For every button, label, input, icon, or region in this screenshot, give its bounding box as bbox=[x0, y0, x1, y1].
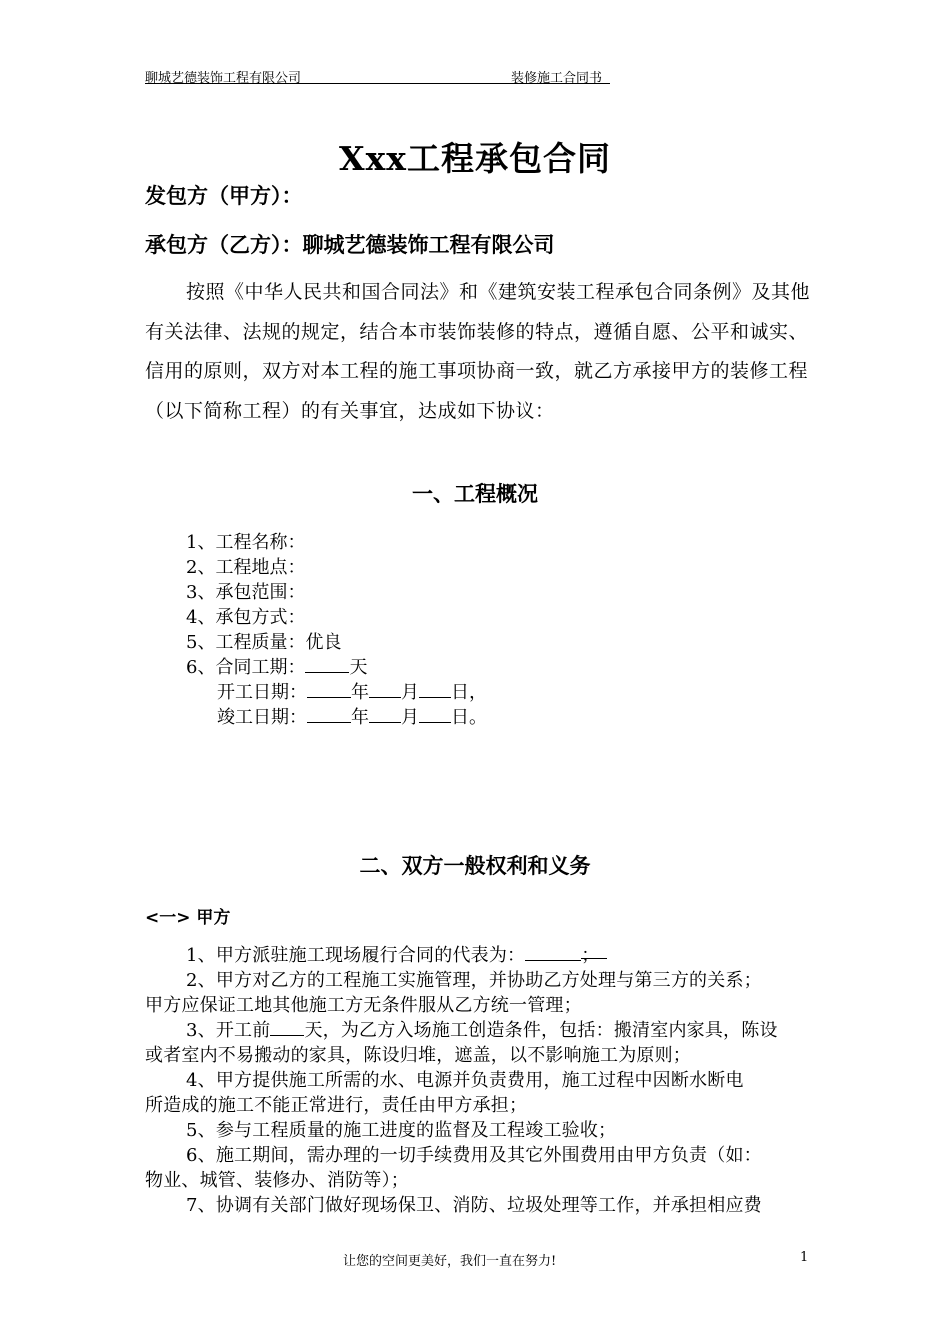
clause-7-line-1: 7、协调有关部门做好现场保卫、消防、垃圾处理等工作，并承担相应费 bbox=[186, 1195, 762, 1216]
subsection-party-a: <一> 甲方 bbox=[145, 908, 231, 928]
blank-field bbox=[419, 705, 451, 723]
contract-period-unit: 天 bbox=[349, 657, 368, 678]
footer-slogan: 让您的空间更美好，我们一直在努力! bbox=[343, 1254, 557, 1269]
blank-field bbox=[525, 943, 581, 961]
clause-1-text: 1、甲方派驻施工现场履行合同的代表为： bbox=[186, 945, 526, 966]
blank-field bbox=[307, 705, 351, 723]
list-item: 4、承包方式： bbox=[186, 607, 306, 628]
intro-paragraph: 按照《中华人民共和国合同法》和《建筑安装工程承包合同条例》及其他有关法律、法规的规定，结合本市装饰装修的特点，遵循自愿、公平和诚实、信用的原则，双方对本工程的施工事项协商一致，就乙方承接甲方的装修工程（以下简称工程）的有关事宜，达成如下协议： bbox=[145, 281, 811, 422]
clause-1-end: ； bbox=[581, 941, 607, 959]
clause-1 bbox=[186, 941, 607, 967]
clause-3-prefix: 3、开工前 bbox=[186, 1020, 271, 1041]
page-title: Xxx工程承包合同 bbox=[339, 139, 611, 178]
party-b: 承包方（乙方）：聊城艺德装饰工程有限公司 bbox=[145, 233, 555, 257]
month-unit: 月 bbox=[401, 707, 419, 728]
clause-2-line-1: 2、甲方对乙方的工程施工实施管理，并协助乙方处理与第三方的关系； bbox=[186, 970, 762, 991]
clause-6-line-1: 6、施工期间，需办理的一切手续费用及其它外围费用由甲方负责（如： bbox=[186, 1145, 762, 1166]
list-item: 1、工程名称： bbox=[186, 532, 306, 553]
blank-field bbox=[307, 680, 351, 698]
page-number: 1 bbox=[800, 1250, 809, 1265]
contract-period bbox=[186, 653, 367, 679]
clause-5: 5、参与工程质量的施工进度的监督及工程竣工验收； bbox=[186, 1120, 617, 1141]
year-unit: 年 bbox=[351, 682, 369, 703]
blank-field bbox=[270, 1018, 304, 1036]
month-unit: 月 bbox=[401, 682, 419, 703]
list-item: 2、工程地点： bbox=[186, 557, 306, 578]
party-a: 发包方（甲方）： bbox=[145, 184, 303, 208]
clause-3-suffix: 天，为乙方入场施工创造条件，包括：搬清室内家具，陈设 bbox=[304, 1020, 778, 1041]
clause-4-line-2: 所造成的施工不能正常进行，责任由甲方承担； bbox=[145, 1095, 528, 1116]
list-item: 5、工程质量：优良 bbox=[186, 632, 342, 653]
clause-3-line-2: 或者室内不易搬动的家具，陈设归堆，遮盖，以不影响施工为原则； bbox=[145, 1045, 691, 1066]
blank-field bbox=[369, 680, 401, 698]
section-2-title: 二、双方一般权利和义务 bbox=[359, 854, 591, 878]
clause-6-line-2: 物业、城管、装修办、消防等）； bbox=[145, 1170, 409, 1191]
start-date bbox=[217, 678, 487, 704]
clause-4-line-1: 4、甲方提供施工所需的水、电源并负责费用，施工过程中因断水断电 bbox=[186, 1070, 744, 1091]
blank-field bbox=[305, 655, 349, 673]
blank-field bbox=[369, 705, 401, 723]
day-unit: 日， bbox=[451, 682, 487, 703]
list-item: 3、承包范围： bbox=[186, 582, 306, 603]
day-unit: 日。 bbox=[451, 707, 487, 728]
clause-3-line-1 bbox=[186, 1016, 778, 1042]
header-company: 聊城艺德装饰工程有限公司 bbox=[145, 71, 302, 86]
section-1-title: 一、工程概况 bbox=[412, 482, 538, 506]
header-divider bbox=[145, 83, 610, 84]
header-doc-name: 装修施工合同书 bbox=[511, 71, 603, 86]
end-date-label: 竣工日期： bbox=[217, 707, 307, 728]
year-unit: 年 bbox=[351, 707, 369, 728]
clause-2-line-2: 甲方应保证工地其他施工方无条件服从乙方统一管理； bbox=[145, 995, 582, 1016]
end-date bbox=[217, 703, 487, 729]
contract-period-label: 6、合同工期： bbox=[186, 657, 306, 678]
blank-field bbox=[419, 680, 451, 698]
start-date-label: 开工日期： bbox=[217, 682, 307, 703]
